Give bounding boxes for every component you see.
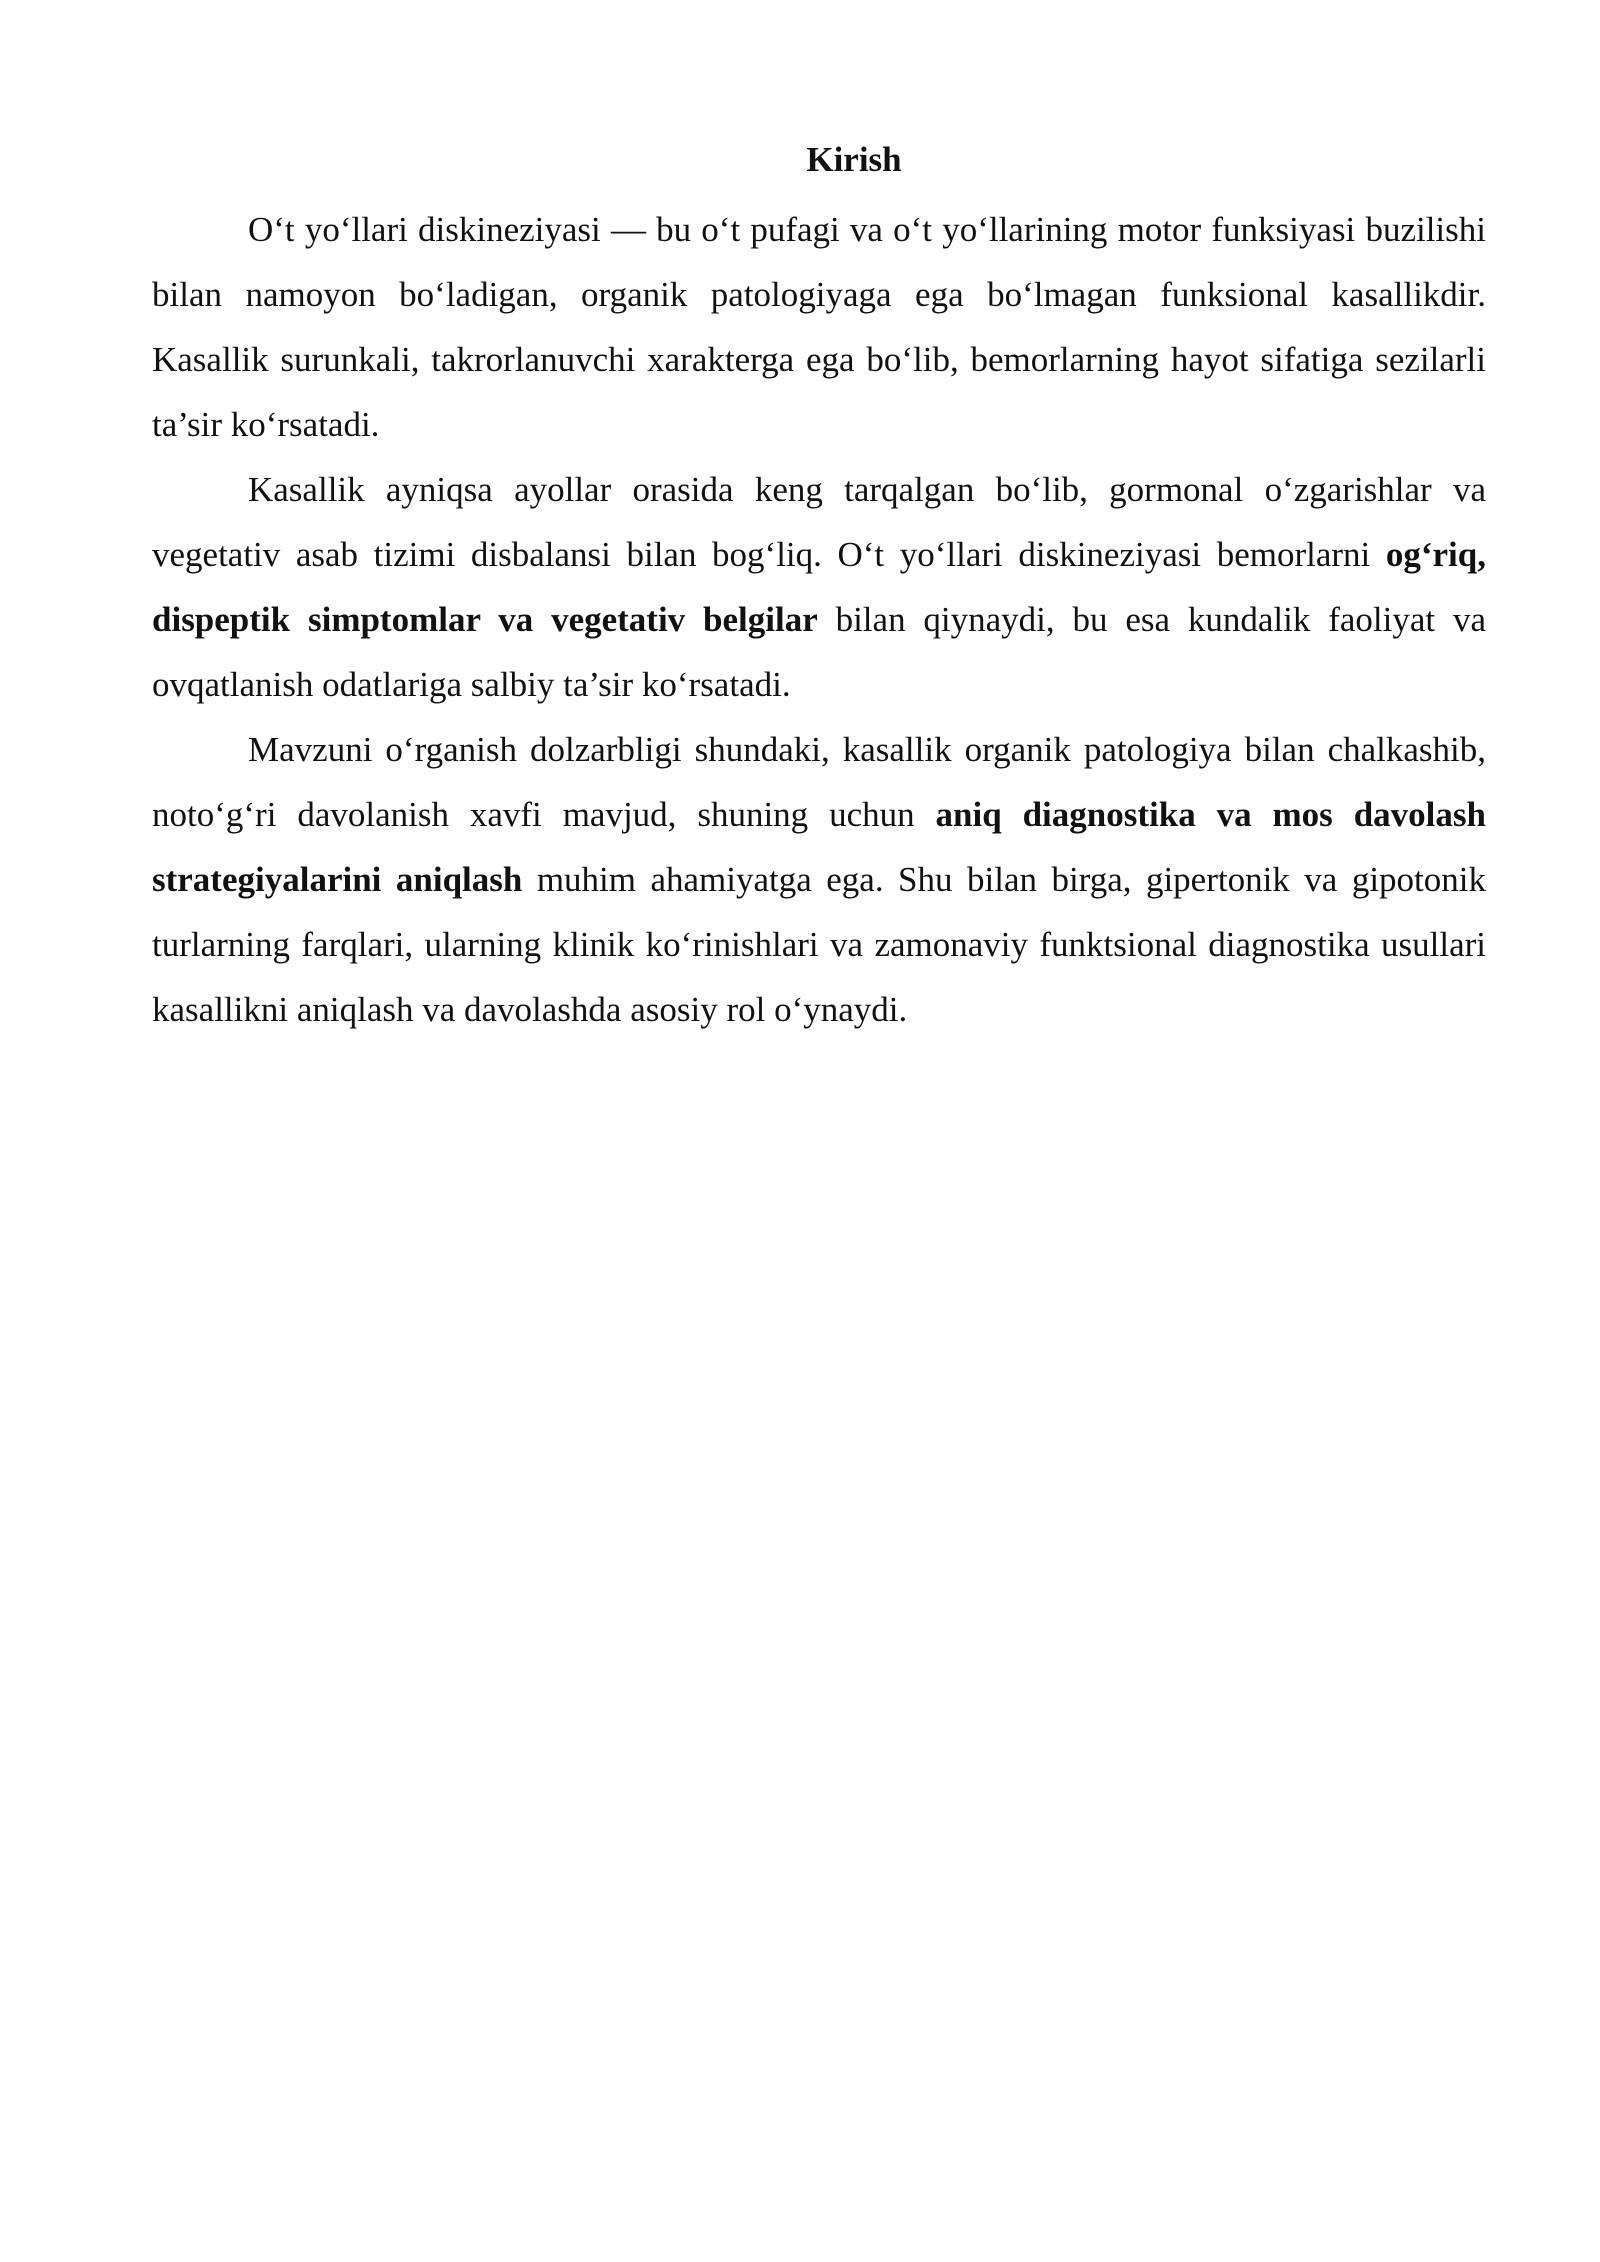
paragraph-text: O‘t yo‘llari diskineziyasi — bu o‘t pufagi va o‘t yo‘llarining motor funksiyasi buzilishi bilan namoyon bo‘ladigan, organik patologiyaga ega bo‘lmagan funksional kasallikdir. Kasallik surunkali, takrorlanuvchi xarakterga ega bo‘lib, bemorlarning hayot sifatiga sezilarli ta’sir ko‘rsatadi.: [152, 210, 1486, 444]
document-page: [152, 132, 1486, 1042]
paragraph-text: Kasallik ayniqsa ayollar orasida keng tarqalgan bo‘lib, gormonal o‘zgarishlar va vegetativ asab tizimi disbalansi bilan bog‘liq. O‘t yo‘llari diskineziyasi bemorlarni: [152, 470, 1486, 574]
paragraph-2: [152, 457, 1486, 717]
paragraph-text: muhim ahamiyatga ega. Shu bilan birga, gipertonik va gipotonik turlarning farqlari, ularning klinik ko‘rinishlari va zamonaviy funktsional diagnostika usullari kasallikni aniqlash va davolashda asosiy rol o‘ynaydi.: [152, 860, 1486, 1029]
bold-emphasis: aniq diagnostika va mos davolash strategiyalarini aniqlash: [152, 795, 1486, 899]
paragraph-text: Mavzuni o‘rganish dolzarbligi shundaki, kasallik organik patologiya bilan chalkashib, noto‘g‘ri davolanish xavfi mavjud, shuning uchun: [152, 730, 1486, 834]
paragraph-3: [152, 717, 1486, 1042]
document-title: Kirish: [806, 140, 902, 179]
paragraph-1: [152, 197, 1486, 457]
bold-emphasis: og‘riq, dispeptik simptomlar va vegetativ belgilar: [152, 535, 1486, 639]
paragraph-text: bilan qiynaydi, bu esa kundalik faoliyat va ovqatlanish odatlariga salbiy ta’sir ko‘rsatadi.: [152, 600, 1486, 704]
